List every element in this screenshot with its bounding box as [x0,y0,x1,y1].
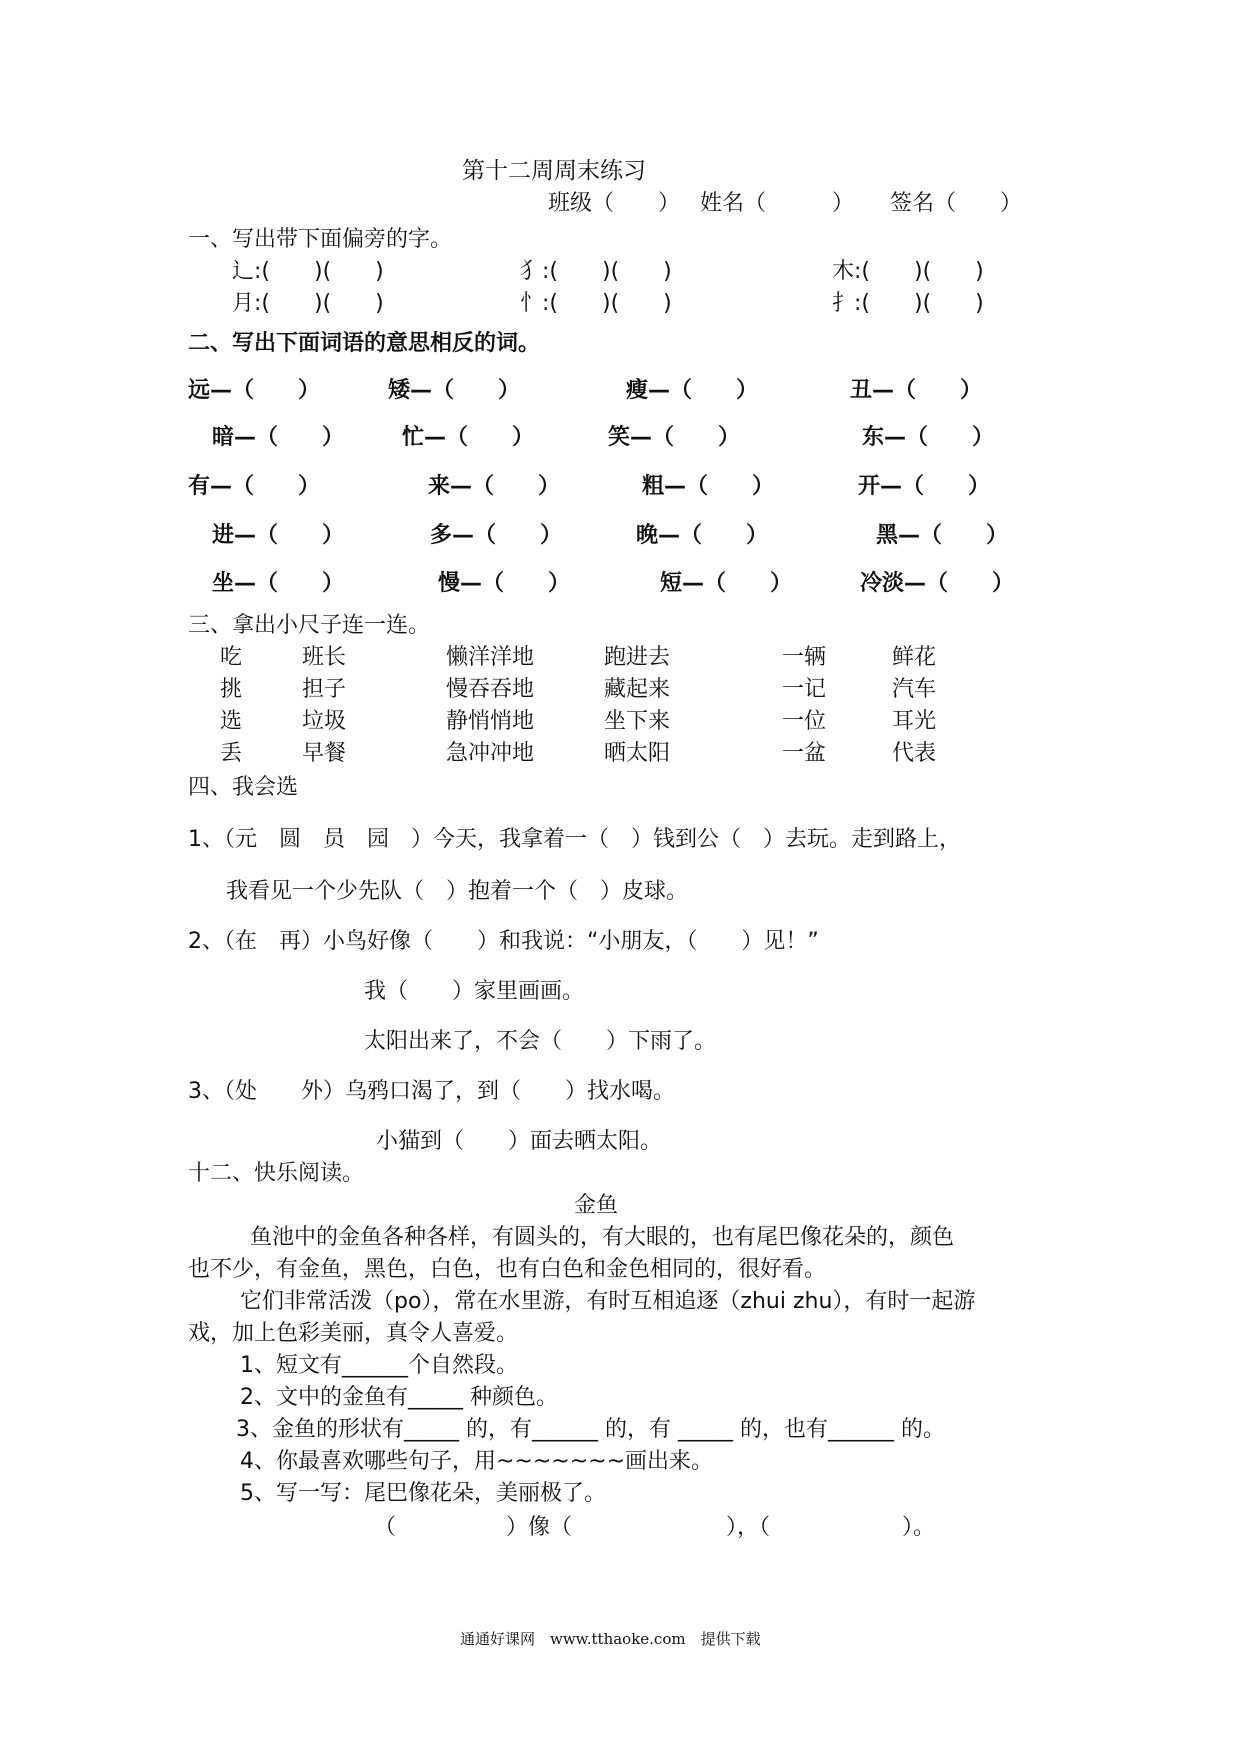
class-field: 班级（ ） [548,191,681,216]
passage-text: 戏，加上色彩美丽，真令人喜爱。 [188,1321,519,1346]
name-field: 姓名（ ） [700,191,855,216]
reading-question: 5、写一写：尾巴像花朵，美丽极了。 [240,1481,606,1506]
match-word: 一辆 [782,645,827,670]
antonym-item: 笑—（ ） [608,425,741,450]
antonym-item: 短—（ ） [660,571,793,596]
antonym-item: 来—（ ） [428,474,561,499]
match-word: 一盆 [782,741,827,766]
passage-text: 也不少，有金鱼，黑色，白色，也有白色和金色相同的，很好看。 [188,1257,827,1282]
match-word: 一位 [782,709,827,734]
match-word: 一记 [782,677,827,702]
antonym-item: 丑—（ ） [850,378,983,403]
radical-item: 忄:( )( ) [520,291,672,316]
match-word: 吃 [220,645,243,670]
section-5-heading: 十二、快乐阅读。 [188,1161,365,1186]
match-word: 担子 [302,677,347,702]
question-text: 2、（在 再）小鸟好像（ ）和我说：“小朋友，（ ）见！” [188,929,819,954]
footer-credit: 通通好课网 www.tthaoke.com 提供下载 [460,1630,761,1648]
match-word: 坐下来 [604,709,671,734]
question-text: 1、（元 圆 员 园 ）今天，我拿着一（ ）钱到公（ ）去玩。走到路上， [188,827,961,852]
section-4-heading: 四、我会选 [188,775,299,800]
section-1-heading: 一、写出带下面偏旁的字。 [188,227,453,252]
match-word: 代表 [892,741,937,766]
match-word: 丢 [220,741,243,766]
match-word: 懒洋洋地 [446,645,535,670]
section-2-heading: 二、写出下面词语的意思相反的词。 [188,331,541,356]
radical-item: 辶:( )( ) [232,259,384,284]
match-word: 挑 [220,677,243,702]
question-text: 3、（处 外）乌鸦口渴了，到（ ）找水喝。 [188,1079,675,1104]
antonym-item: 暗—（ ） [212,425,345,450]
passage-text: 鱼池中的金鱼各种各样，有圆头的，有大眼的，也有尾巴像花朵的，颜色 [250,1225,955,1250]
radical-item: 犭:( )( ) [520,259,672,284]
radical-item: 月:( )( ) [232,291,384,316]
antonym-item: 坐—（ ） [212,571,345,596]
reading-question: 4、你最喜欢哪些句子，用~~~~~~~画出来。 [240,1449,714,1474]
match-word: 选 [220,709,243,734]
match-word: 急冲冲地 [446,741,535,766]
antonym-item: 有—（ ） [188,474,321,499]
sign-field: 签名（ ） [890,191,1023,216]
match-word: 晒太阳 [604,741,671,766]
question-text: 太阳出来了，不会（ ）下雨了。 [364,1029,717,1054]
question-text: 我（ ）家里画画。 [364,979,585,1004]
antonym-item: 进—（ ） [212,523,345,548]
match-word: 慢吞吞地 [446,677,535,702]
question-text: 我看见一个少先队（ ）抱着一个（ ）皮球。 [226,879,689,904]
antonym-item: 远—（ ） [188,378,321,403]
question-text: 小猫到（ ）面去晒太阳。 [376,1129,663,1154]
antonym-item: 慢—（ ） [438,571,571,596]
antonym-item: 多—（ ） [430,523,563,548]
reading-question: 2、文中的金鱼有_____ 种颜色。 [240,1385,558,1410]
match-word: 静悄悄地 [446,709,535,734]
antonym-item: 冷淡—（ ） [860,571,1015,596]
antonym-item: 粗—（ ） [642,474,775,499]
antonym-item: 瘦—（ ） [626,378,759,403]
reading-question: 1、短文有______个自然段。 [240,1353,518,1378]
antonym-item: 忙—（ ） [402,425,535,450]
match-word: 早餐 [302,741,347,766]
match-word: 垃圾 [302,709,347,734]
match-word: 藏起来 [604,677,671,702]
section-3-heading: 三、拿出小尺子连一连。 [188,613,431,638]
match-word: 汽车 [892,677,937,702]
match-word: 鲜花 [892,645,937,670]
passage-text: 它们非常活泼（po），常在水里游，有时互相追逐（zhui zhu），有时一起游 [240,1289,976,1314]
radical-item: 木:( )( ) [832,259,984,284]
match-word: 耳光 [892,709,937,734]
radical-item: 扌:( )( ) [832,291,984,316]
antonym-item: 晚—（ ） [636,523,769,548]
passage-title: 金鱼 [574,1193,619,1218]
match-word: 跑进去 [604,645,671,670]
antonym-item: 开—（ ） [858,474,991,499]
antonym-item: 矮—（ ） [388,378,521,403]
antonym-item: 东—（ ） [862,425,995,450]
page-title: 第十二周周末练习 [462,158,646,184]
antonym-item: 黑—（ ） [876,523,1009,548]
match-word: 班长 [302,645,347,670]
reading-question: 3、金鱼的形状有_____ 的，有______ 的，有 _____ 的，也有______ 的。 [236,1417,945,1442]
answer-blank: （ ）像（ ），（ ）。 [374,1515,936,1540]
